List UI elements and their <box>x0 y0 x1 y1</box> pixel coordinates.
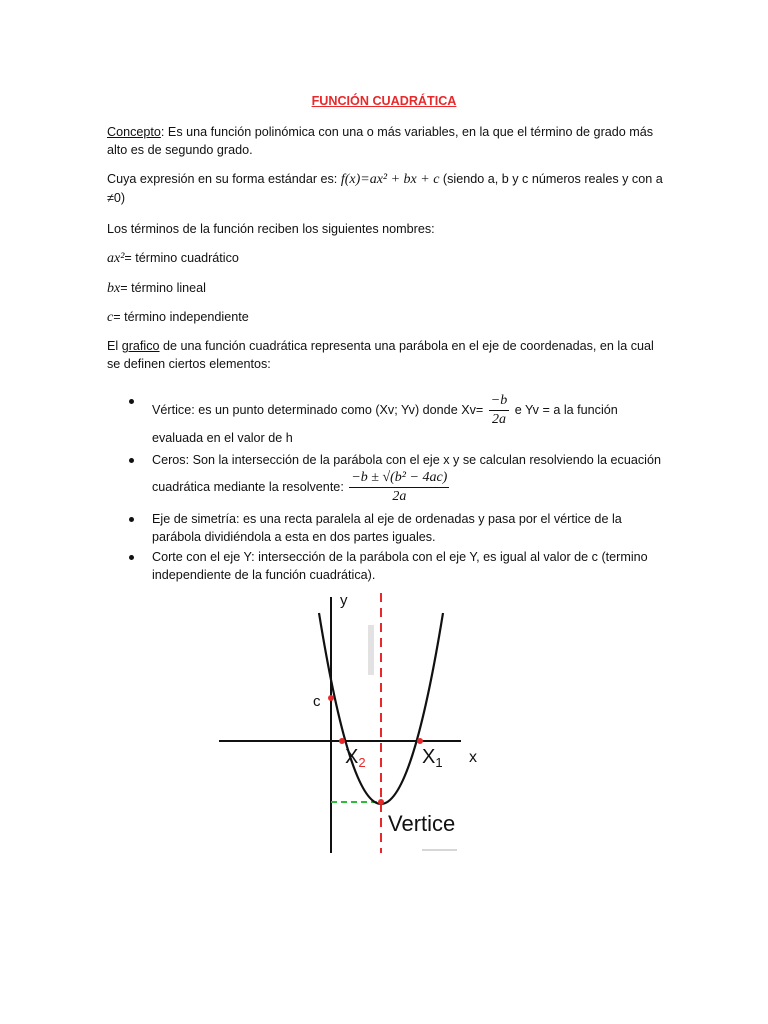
vertice-after: e Yv = a la función evaluada en el valor de h <box>152 402 618 445</box>
y-axis-label: y <box>340 592 348 609</box>
vertex-label: Vertice <box>388 811 456 836</box>
list-item-vertice <box>107 392 667 447</box>
term-formula: ax² <box>107 251 125 266</box>
bullet-icon <box>129 517 134 522</box>
grafico-link: grafico <box>121 339 160 353</box>
term-text: = término cuadrático <box>124 251 239 265</box>
grafico-before: El <box>107 339 122 353</box>
expresion-after: (siendo a, b y c números reales y con a ≠0) <box>107 172 663 205</box>
corte-text: Corte con el eje Y: intersección de la parábola con el eje Y, es igual al valor de c (termino independiente de la función cuadrática). <box>152 550 648 582</box>
term-independent <box>107 308 667 327</box>
x1-label <box>422 746 443 770</box>
term-quadratic <box>107 249 667 268</box>
x1-point <box>417 738 423 744</box>
list-item-eje <box>107 510 667 546</box>
bullet-icon <box>129 458 134 463</box>
resolvente-fraction <box>349 469 449 506</box>
concepto-text: : Es una función polinómica con una o más variables, en la que el término de grado más alto es de segundo grado. <box>107 125 654 157</box>
c-point <box>328 695 334 701</box>
fraction-denominator: 2a <box>392 489 407 504</box>
grafico-after: de una función cuadrática representa una parábola en el eje de coordenadas, en la cual se definen ciertos elementos: <box>107 339 654 371</box>
vertex-point <box>378 799 384 805</box>
page-title: FUNCIÓN CUADRÁTICA <box>311 94 457 108</box>
standard-form-formula: f(x)=ax² + bx + c <box>340 172 440 187</box>
grafico-paragraph <box>107 337 667 373</box>
expresion-paragraph <box>107 170 667 207</box>
x2-letter: X <box>345 746 359 768</box>
fraction-denominator: 2a <box>491 412 506 427</box>
c-label: c <box>313 693 321 710</box>
faint-underline <box>422 849 457 851</box>
vertice-before: Vértice: es un punto determinado como (Xv; Yv) donde Xv= <box>152 402 487 417</box>
symmetry-annotation <box>368 625 374 675</box>
eje-text: Eje de simetría: es una recta paralela al eje de ordenadas y pasa por el vértice de la parábola dividiéndola a esta en dos partes iguales. <box>152 512 622 544</box>
term-text: = término lineal <box>120 281 206 295</box>
elements-list <box>107 392 667 584</box>
ceros-text: Ceros: Son la intersección de la parábola con el eje x y se calculan resolviendo la ecuación cuadrática mediante la resolvente: <box>152 453 661 494</box>
fraction-numerator: −b <box>489 392 509 411</box>
fraction-numerator: −b ± √(b² − 4ac) <box>349 469 449 488</box>
vertex-fraction <box>489 392 509 429</box>
x2-point <box>339 738 345 744</box>
x1-subscript: 1 <box>435 755 443 770</box>
parabola-svg <box>209 585 481 857</box>
parabola-diagram <box>209 585 481 857</box>
x2-subscript: 2 <box>358 755 366 770</box>
bullet-icon <box>129 399 134 404</box>
list-item-ceros <box>107 451 667 506</box>
x-axis-label: x <box>469 749 477 766</box>
term-formula: c <box>107 310 114 325</box>
concepto-label: Concepto <box>107 125 161 139</box>
term-formula: bx <box>107 281 121 296</box>
x2-label <box>345 746 366 770</box>
term-linear <box>107 279 667 298</box>
x1-letter: X <box>422 746 436 768</box>
term-text: = término independiente <box>113 310 249 324</box>
concepto-paragraph <box>107 123 667 159</box>
nombres-intro: Los términos de la función reciben los siguientes nombres: <box>107 222 435 236</box>
bullet-icon <box>129 555 134 560</box>
expresion-before: Cuya expresión en su forma estándar es: <box>107 172 341 186</box>
list-item-corte <box>107 548 667 584</box>
